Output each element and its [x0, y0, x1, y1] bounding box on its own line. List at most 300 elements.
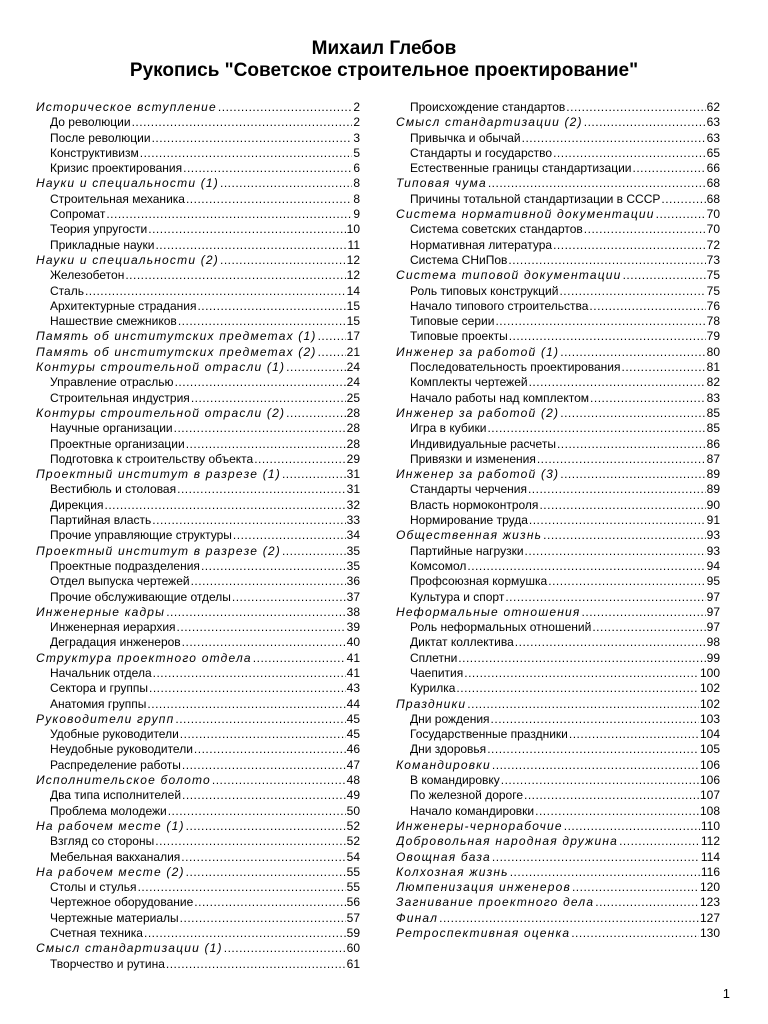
toc-entry-page: 79	[706, 329, 720, 344]
toc-entry-page: 44	[346, 696, 360, 711]
toc-dot-leader	[456, 681, 699, 696]
toc-entry-title: Теория упругости	[50, 222, 148, 237]
toc-entry-page: 76	[706, 298, 720, 313]
toc-entry-page: 116	[700, 864, 720, 879]
toc-dot-leader	[182, 758, 346, 773]
toc-dot-leader	[525, 544, 706, 559]
toc-section-entry	[396, 207, 720, 222]
toc-entry-page: 24	[346, 360, 360, 375]
toc-dot-leader	[282, 544, 346, 559]
toc-entry-page: 21	[346, 344, 360, 359]
toc-section-entry	[396, 115, 720, 130]
toc-entry-page: 10	[346, 222, 360, 237]
toc-entry-title: Удобные руководители	[50, 727, 179, 742]
toc-section-entry	[36, 100, 360, 115]
toc-entry-page: 90	[706, 497, 720, 512]
toc-entry-title: Овощная база	[396, 849, 491, 864]
toc-dot-leader	[656, 207, 706, 222]
toc-subsection-entry	[36, 880, 360, 895]
toc-subsection-entry	[396, 360, 720, 375]
toc-dot-leader	[144, 926, 346, 941]
toc-dot-leader	[560, 345, 705, 360]
toc-entry-page: 41	[346, 650, 360, 665]
toc-dot-leader	[106, 207, 352, 222]
toc-entry-title: Чертежные материалы	[50, 910, 179, 925]
toc-entry-title: До революции	[50, 115, 131, 130]
toc-dot-leader	[590, 391, 706, 406]
toc-entry-page: 112	[700, 834, 720, 849]
toc-dot-leader	[318, 329, 346, 344]
toc-dot-leader	[528, 482, 706, 497]
toc-entry-page: 97	[706, 604, 720, 619]
toc-subsection-entry	[36, 299, 360, 314]
toc-dot-leader	[633, 161, 706, 176]
toc-entry-page: 56	[346, 895, 360, 910]
toc-entry-page: 57	[346, 910, 360, 925]
toc-entry-title: Инженер за работой (2)	[396, 405, 560, 420]
toc-entry-title: Сектора и группы	[50, 681, 149, 696]
toc-subsection-entry	[36, 911, 360, 926]
toc-dot-leader	[148, 222, 345, 237]
toc-entry-page: 100	[699, 665, 720, 680]
toc-entry-page: 89	[706, 467, 720, 482]
toc-section-entry	[396, 819, 720, 834]
toc-entry-page: 75	[706, 268, 720, 283]
toc-entry-title: Смысл стандартизации (1)	[36, 941, 223, 956]
toc-entry-title: Начальник отдела	[50, 665, 152, 680]
toc-entry-page: 40	[346, 635, 360, 650]
toc-entry-page: 8	[353, 191, 360, 206]
toc-entry-title: Типовые серии	[410, 314, 495, 329]
toc-entry-title: Инженерные кадры	[36, 604, 166, 619]
toc-dot-leader	[467, 559, 705, 574]
toc-dot-leader	[491, 712, 699, 727]
toc-section-entry	[36, 467, 360, 482]
toc-subsection-entry	[36, 131, 360, 146]
toc-entry-title: Система советских стандартов	[410, 222, 583, 237]
toc-entry-title: Начало работы над комплектом	[410, 390, 590, 405]
toc-entry-title: Управление отраслью	[50, 375, 174, 390]
toc-entry-title: Государственные праздники	[410, 727, 568, 742]
toc-dot-leader	[152, 513, 345, 528]
toc-dot-leader	[168, 804, 346, 819]
toc-subsection-entry	[36, 513, 360, 528]
toc-entry-page: 34	[346, 528, 360, 543]
toc-entry-title: Привязки и изменения	[410, 451, 536, 466]
toc-subsection-entry	[36, 222, 360, 237]
toc-entry-page: 31	[346, 467, 360, 482]
toc-entry-page: 94	[706, 558, 720, 573]
toc-subsection-entry	[36, 115, 360, 130]
toc-entry-title: Мебельная вакханалия	[50, 849, 181, 864]
toc-subsection-entry	[36, 207, 360, 222]
toc-subsection-entry	[396, 681, 720, 696]
toc-entry-title: Руководители групп	[36, 711, 175, 726]
toc-entry-title: Система нормативной документации	[396, 207, 655, 222]
toc-dot-leader	[623, 268, 706, 283]
toc-entry-page: 35	[346, 558, 360, 573]
toc-entry-page: 50	[346, 803, 360, 818]
toc-entry-title: Власть нормоконтроля	[410, 497, 539, 512]
toc-entry-page: 65	[706, 145, 720, 160]
toc-entry-page: 2	[353, 100, 360, 114]
toc-entry-page: 63	[706, 130, 720, 145]
toc-dot-leader	[439, 911, 699, 926]
toc-entry-title: Инженер за работой (3)	[396, 467, 560, 482]
toc-entry-page: 24	[346, 375, 360, 390]
toc-entry-page: 80	[706, 344, 720, 359]
toc-entry-page: 25	[346, 390, 360, 405]
toc-dot-leader	[619, 834, 700, 849]
toc-entry-title: Последовательность проектирования	[410, 360, 621, 375]
toc-subsection-entry	[36, 192, 360, 207]
toc-subsection-entry	[36, 146, 360, 161]
toc-entry-page: 31	[346, 482, 360, 497]
toc-dot-leader	[589, 299, 705, 314]
toc-dot-leader	[584, 115, 706, 130]
toc-entry-title: Неформальные отношения	[396, 604, 581, 619]
toc-entry-title: Взгляд со стороны	[50, 834, 155, 849]
toc-subsection-entry	[36, 681, 360, 696]
toc-entry-page: 46	[346, 742, 360, 757]
toc-entry-page: 15	[346, 298, 360, 313]
toc-entry-title: Науки и специальности (2)	[36, 252, 219, 267]
toc-dot-leader	[529, 513, 706, 528]
toc-entry-title: Историческое вступление	[36, 100, 217, 114]
toc-entry-page: 62	[706, 100, 720, 114]
toc-dot-leader	[553, 146, 706, 161]
toc-entry-page: 54	[346, 849, 360, 864]
toc-entry-page: 97	[706, 589, 720, 604]
toc-entry-page: 11	[347, 237, 360, 252]
document-header	[0, 38, 768, 82]
toc-subsection-entry	[396, 620, 720, 635]
toc-column-left	[36, 100, 360, 972]
toc-dot-leader	[182, 788, 346, 803]
toc-dot-leader	[560, 467, 705, 482]
toc-subsection-entry	[36, 238, 360, 253]
toc-dot-leader	[539, 498, 705, 513]
toc-entry-page: 91	[706, 513, 720, 528]
toc-dot-leader	[220, 176, 352, 191]
toc-subsection-entry	[36, 528, 360, 543]
toc-dot-leader	[569, 727, 699, 742]
toc-dot-leader	[286, 360, 345, 375]
toc-section-entry	[396, 758, 720, 773]
toc-entry-page: 104	[699, 727, 720, 742]
toc-dot-leader	[232, 590, 346, 605]
toc-entry-title: Смысл стандартизации (2)	[396, 115, 583, 130]
toc-entry-title: Чаепития	[410, 665, 464, 680]
toc-entry-page: 86	[706, 436, 720, 451]
toc-entry-page: 36	[346, 574, 360, 589]
toc-dot-leader	[522, 131, 706, 146]
toc-subsection-entry	[396, 391, 720, 406]
toc-entry-title: Творчество и рутина	[50, 956, 165, 971]
toc-entry-page: 6	[353, 161, 360, 176]
toc-entry-page: 120	[699, 880, 720, 895]
toc-subsection-entry	[36, 314, 360, 329]
toc-dot-leader	[537, 452, 706, 467]
toc-entry-page: 15	[346, 314, 360, 329]
toc-dot-leader	[197, 299, 345, 314]
toc-entry-page: 9	[353, 207, 360, 222]
toc-dot-leader	[488, 176, 706, 191]
toc-entry-page: 93	[706, 543, 720, 558]
toc-entry-title: Прикладные науки	[50, 237, 155, 252]
toc-section-entry	[396, 176, 720, 191]
toc-entry-page: 70	[706, 222, 720, 237]
toc-dot-leader	[178, 314, 346, 329]
toc-subsection-entry	[396, 146, 720, 161]
toc-entry-title: Индивидуальные расчеты	[410, 436, 556, 451]
toc-subsection-entry	[36, 391, 360, 406]
toc-entry-title: Дни рождения	[410, 711, 490, 726]
toc-entry-page: 105	[699, 742, 720, 757]
toc-dot-leader	[492, 758, 699, 773]
toc-section-entry	[36, 345, 360, 360]
toc-entry-page: 28	[346, 405, 360, 420]
toc-subsection-entry	[396, 635, 720, 650]
toc-entry-page: 114	[700, 849, 720, 864]
toc-entry-title: Отдел выпуска чертежей	[50, 574, 190, 589]
toc-section-entry	[396, 926, 720, 941]
toc-entry-title: Загнивание проектного дела	[396, 895, 595, 910]
toc-dot-leader	[166, 957, 346, 972]
toc-entry-title: Профсоюзная кормушка	[410, 574, 548, 589]
toc-entry-title: Кризис проектирования	[50, 161, 183, 176]
toc-entry-page: 12	[346, 252, 360, 267]
toc-subsection-entry	[36, 590, 360, 605]
toc-dot-leader	[182, 635, 346, 650]
toc-entry-page: 106	[699, 773, 720, 788]
toc-dot-leader	[132, 115, 353, 130]
toc-dot-leader	[212, 773, 346, 788]
toc-section-entry	[36, 819, 360, 834]
toc-subsection-entry	[396, 452, 720, 467]
toc-entry-page: 35	[346, 543, 360, 558]
toc-entry-title: Инженер за работой (1)	[396, 344, 560, 359]
toc-entry-title: Структура проектного отдела	[36, 650, 252, 665]
toc-entry-title: Конструктивизм	[50, 145, 139, 160]
toc-entry-title: Контуры строительной отрасли (2)	[36, 405, 286, 420]
toc-entry-title: Нормативная литература	[410, 237, 553, 252]
toc-entry-title: Система типовой документации	[396, 268, 622, 283]
toc-entry-page: 52	[346, 834, 360, 849]
toc-subsection-entry	[396, 329, 720, 344]
toc-section-entry	[396, 895, 720, 910]
toc-dot-leader	[147, 697, 345, 712]
toc-subsection-entry	[36, 758, 360, 773]
toc-entry-title: Система СНиПов	[410, 252, 508, 267]
toc-entry-page: 85	[706, 421, 720, 436]
toc-entry-page: 2	[353, 115, 360, 130]
toc-entry-title: По железной дороге	[410, 788, 523, 803]
toc-dot-leader	[564, 819, 700, 834]
toc-section-entry	[396, 911, 720, 926]
toc-entry-title: Контуры строительной отрасли (1)	[36, 360, 286, 375]
toc-dot-leader	[487, 742, 699, 757]
toc-entry-title: Прочие обслуживающие отделы	[50, 589, 231, 604]
document-title: Рукопись "Советское строительное проектирование"	[129, 60, 639, 81]
toc-dot-leader	[191, 391, 346, 406]
toc-subsection-entry	[396, 482, 720, 497]
toc-section-entry	[36, 865, 360, 880]
toc-entry-title: В командировку	[410, 773, 500, 788]
toc-dot-leader	[194, 895, 345, 910]
toc-section-entry	[396, 850, 720, 865]
toc-entry-title: Курилка	[410, 681, 456, 696]
toc-subsection-entry	[396, 161, 720, 176]
toc-section-entry	[36, 406, 360, 421]
toc-section-entry	[396, 268, 720, 283]
toc-entry-page: 59	[346, 926, 360, 941]
toc-subsection-entry	[396, 314, 720, 329]
toc-subsection-entry	[396, 437, 720, 452]
toc-entry-title: Естественные границы стандартизации	[410, 161, 632, 176]
toc-entry-title: Добровольная народная дружина	[396, 834, 619, 849]
toc-entry-title: Счетная техника	[50, 926, 143, 941]
toc-entry-page: 102	[699, 696, 720, 711]
toc-subsection-entry	[36, 161, 360, 176]
toc-entry-title: На рабочем месте (1)	[36, 818, 185, 833]
toc-subsection-entry	[36, 574, 360, 589]
toc-subsection-entry	[396, 238, 720, 253]
toc-entry-page: 60	[346, 941, 360, 956]
toc-entry-title: Столы и стулья	[50, 880, 137, 895]
toc-subsection-entry	[396, 559, 720, 574]
toc-section-entry	[36, 329, 360, 344]
toc-subsection-entry	[36, 635, 360, 650]
toc-entry-page: 49	[346, 788, 360, 803]
toc-dot-leader	[180, 911, 346, 926]
toc-entry-page: 3	[353, 130, 360, 145]
toc-dot-leader	[220, 253, 346, 268]
toc-entry-page: 110	[700, 818, 720, 833]
toc-dot-leader	[177, 620, 346, 635]
toc-entry-title: Проектные подразделения	[50, 558, 200, 573]
toc-dot-leader	[186, 437, 346, 452]
toc-entry-title: Диктат коллектива	[410, 635, 514, 650]
toc-entry-title: Стандарты и государство	[410, 145, 553, 160]
toc-subsection-entry	[36, 452, 360, 467]
toc-entry-page: 98	[706, 635, 720, 650]
toc-section-entry	[36, 605, 360, 620]
toc-entry-page: 41	[346, 665, 360, 680]
toc-entry-title: Партийные нагрузки	[410, 543, 524, 558]
toc-subsection-entry	[396, 299, 720, 314]
toc-dot-leader	[201, 559, 346, 574]
toc-entry-page: 70	[706, 207, 720, 222]
toc-section-entry	[36, 544, 360, 559]
toc-entry-page: 82	[706, 375, 720, 390]
toc-entry-title: Люмпенизация инженеров	[396, 880, 571, 895]
toc-entry-title: Распределение работы	[50, 757, 181, 772]
toc-dot-leader	[218, 100, 352, 115]
toc-entry-page: 85	[706, 405, 720, 420]
toc-section-entry	[396, 880, 720, 895]
toc-entry-title: Деградация инженеров	[50, 635, 181, 650]
toc-column-right	[396, 100, 720, 941]
toc-subsection-entry	[36, 788, 360, 803]
toc-subsection-entry	[36, 727, 360, 742]
toc-dot-leader	[566, 100, 705, 115]
toc-dot-leader	[282, 467, 346, 482]
toc-subsection-entry	[396, 727, 720, 742]
toc-subsection-entry	[396, 544, 720, 559]
toc-dot-leader	[191, 574, 346, 589]
toc-subsection-entry	[36, 834, 360, 849]
toc-entry-title: Культура и спорт	[410, 589, 505, 604]
toc-entry-title: Вестибюль и столовая	[50, 482, 177, 497]
toc-dot-leader	[505, 590, 705, 605]
toc-entry-page: 73	[706, 252, 720, 267]
toc-entry-page: 63	[706, 115, 720, 130]
toc-entry-page: 123	[699, 895, 720, 910]
toc-entry-title: Проблема молодежи	[50, 803, 167, 818]
toc-subsection-entry	[396, 284, 720, 299]
toc-subsection-entry	[36, 559, 360, 574]
toc-entry-title: Исполнительское болото	[36, 773, 211, 788]
toc-entry-page: 95	[706, 574, 720, 589]
toc-entry-title: Типовая чума	[396, 176, 487, 191]
toc-subsection-entry	[36, 742, 360, 757]
toc-entry-title: Дни здоровья	[410, 742, 487, 757]
toc-dot-leader	[553, 238, 706, 253]
toc-entry-title: Причины тотальной стандартизации в СССР	[410, 191, 661, 206]
toc-entry-title: Нормирование труда	[410, 513, 528, 528]
toc-entry-page: 93	[706, 528, 720, 543]
toc-entry-title: Комсомол	[410, 558, 467, 573]
toc-entry-title: На рабочем месте (2)	[36, 864, 185, 879]
toc-dot-leader	[175, 375, 346, 390]
toc-entry-page: 52	[346, 818, 360, 833]
toc-dot-leader	[492, 850, 700, 865]
toc-entry-page: 55	[346, 864, 360, 879]
toc-entry-page: 89	[706, 482, 720, 497]
toc-entry-page: 75	[706, 283, 720, 298]
toc-entry-page: 99	[706, 650, 720, 665]
toc-dot-leader	[524, 788, 699, 803]
toc-dot-leader	[508, 253, 705, 268]
toc-section-entry	[36, 941, 360, 956]
toc-entry-page: 106	[699, 757, 720, 772]
toc-entry-page: 72	[706, 237, 720, 252]
toc-dot-leader	[194, 742, 346, 757]
toc-section-entry	[36, 773, 360, 788]
toc-dot-leader	[85, 284, 346, 299]
toc-entry-page: 83	[706, 390, 720, 405]
toc-entry-page: 39	[346, 620, 360, 635]
toc-section-entry	[396, 528, 720, 543]
toc-entry-title: После революции	[50, 130, 151, 145]
toc-dot-leader	[529, 375, 706, 390]
toc-dot-leader	[175, 712, 345, 727]
toc-subsection-entry	[36, 284, 360, 299]
toc-dot-leader	[582, 605, 706, 620]
toc-entry-title: Научные организации	[50, 421, 173, 436]
toc-entry-page: 107	[699, 788, 720, 803]
toc-entry-page: 29	[346, 451, 360, 466]
toc-subsection-entry	[396, 253, 720, 268]
toc-entry-title: Сопромат	[50, 207, 106, 222]
toc-entry-title: Чертежное оборудование	[50, 895, 194, 910]
toc-subsection-entry	[396, 804, 720, 819]
page-number: 1	[722, 986, 730, 1001]
toc-subsection-entry	[36, 421, 360, 436]
toc-dot-leader	[166, 605, 345, 620]
toc-dot-leader	[661, 192, 705, 207]
